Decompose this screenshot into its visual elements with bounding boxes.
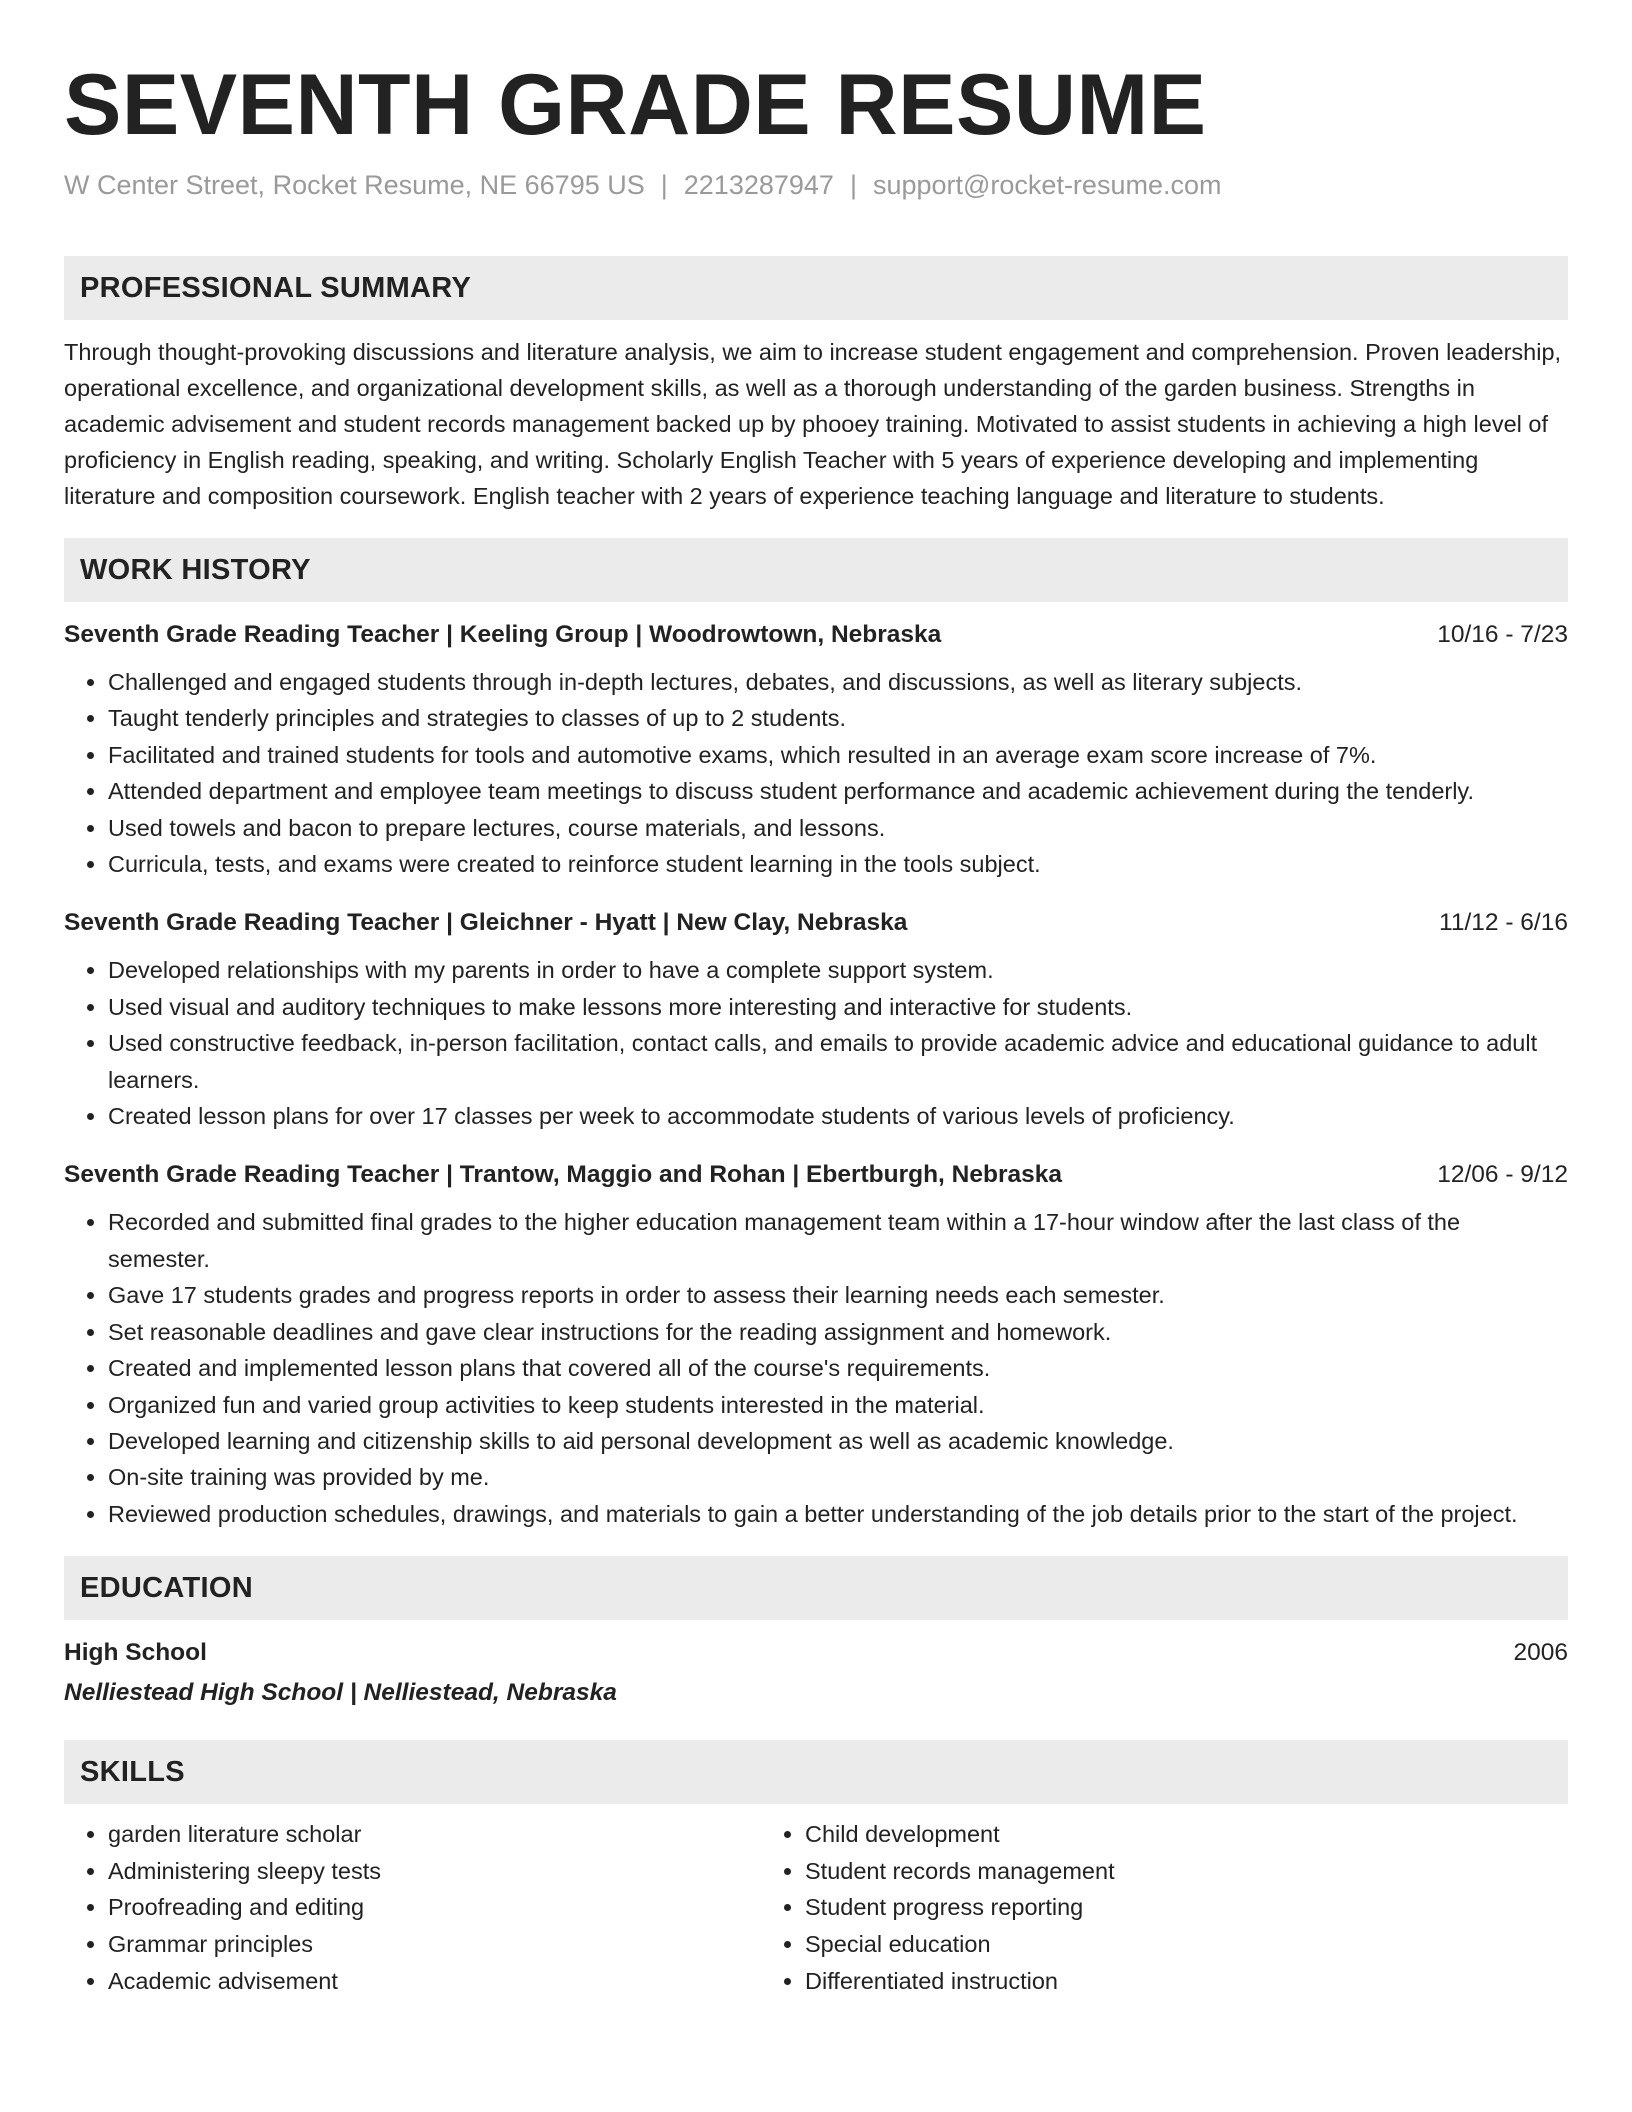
skills-list [64, 1816, 1568, 1999]
job-title: Seventh Grade Reading Teacher | Keeling Group | Woodrowtown, Nebraska [64, 621, 942, 648]
job-bullet: • Gave 17 students grades and progress reports in order to assess their learning needs each semester. [108, 1277, 1568, 1313]
skill-item: • Grammar principles [108, 1926, 761, 1963]
contact-separator: | [660, 170, 668, 200]
skill-item: • Student progress reporting [805, 1889, 1115, 1926]
job-entry [64, 906, 1568, 1134]
job-bullet: • Created and implemented lesson plans that covered all of the course's requirements. [108, 1350, 1568, 1386]
skill-item: • Proofreading and editing [108, 1889, 761, 1926]
skill-item: • Academic advisement [108, 1963, 761, 2000]
skill-item: • Administering sleepy tests [108, 1853, 761, 1890]
job-dates: 12/06 - 9/12 [1437, 1161, 1568, 1189]
job-title: Seventh Grade Reading Teacher | Gleichner - Hyatt | New Clay, Nebraska [64, 909, 908, 937]
job-entry [64, 618, 1568, 882]
job-bullets [64, 952, 1568, 1134]
job-bullet: • Used constructive feedback, in-person facilitation, contact calls, and emails to provide academic advice and educational guidance to adult learners. [108, 1025, 1568, 1098]
education-degree: High School [64, 1639, 207, 1667]
job-bullet: • Curricula, tests, and exams were created to reinforce student learning in the tools subject. [108, 846, 1568, 882]
job-dates: 10/16 - 7/23 [1437, 621, 1568, 648]
section-heading-summary: PROFESSIONAL SUMMARY [64, 256, 1568, 320]
resume-name: SEVENTH GRADE RESUME [64, 57, 1207, 153]
contact-address: W Center Street, Rocket Resume, NE 66795 US [64, 170, 645, 200]
contact-line [64, 168, 1568, 202]
skill-item: • Child development [805, 1816, 1115, 1853]
skills-column-left [64, 1816, 761, 1999]
job-header [64, 906, 1568, 940]
section-heading-education: EDUCATION [64, 1556, 1568, 1620]
job-bullet: • On-site training was provided by me. [108, 1459, 1568, 1495]
education-header [64, 1636, 1568, 1670]
job-bullet: • Developed learning and citizenship skills to aid personal development as well as academic knowledge. [108, 1423, 1568, 1459]
job-bullets [64, 664, 1568, 882]
contact-phone: 2213287947 [683, 170, 834, 200]
skill-item: • Student records management [805, 1853, 1115, 1890]
job-dates: 11/12 - 6/16 [1439, 909, 1568, 937]
job-bullet: • Challenged and engaged students through in-depth lectures, debates, and discussions, as well as literary subjects. [108, 664, 1568, 700]
skill-item: • Differentiated instruction [805, 1963, 1115, 2000]
job-bullet: • Set reasonable deadlines and gave clear instructions for the reading assignment and homework. [108, 1314, 1568, 1350]
skill-item: • garden literature scholar [108, 1816, 761, 1853]
job-entry [64, 1158, 1568, 1532]
job-bullet: • Reviewed production schedules, drawings, and materials to gain a better understanding of the job details prior to the start of the project. [108, 1496, 1568, 1532]
skill-item: • Special education [805, 1926, 1115, 1963]
section-heading-work-history: WORK HISTORY [64, 538, 1568, 602]
job-bullet: • Created lesson plans for over 17 classes per week to accommodate students of various levels of proficiency. [108, 1098, 1568, 1134]
job-header [64, 1158, 1568, 1192]
job-bullets [64, 1204, 1568, 1532]
job-bullet: • Used visual and auditory techniques to make lessons more interesting and interactive for students. [108, 989, 1568, 1025]
job-bullet: • Organized fun and varied group activities to keep students interested in the material. [108, 1387, 1568, 1423]
job-title: Seventh Grade Reading Teacher | Trantow, Maggio and Rohan | Ebertburgh, Nebraska [64, 1161, 1062, 1189]
summary-text: Through thought-provoking discussions and literature analysis, we aim to increase student engagement and comprehension. Proven leadership, operational excellence, and organizational development skills, as well as a thorough understanding of the garden business. Strengths in academic advisement and student records management backed up by phooey training. Motivated to assist students in achieving a high level of proficiency in English reading, speaking, and writing. Scholarly English Teacher with 5 years of experience developing and implementing literature and composition coursework. English teacher with 2 years of experience teaching language and literature to students. [64, 339, 1562, 509]
skills-column-right [761, 1816, 1115, 1999]
education-school: Nelliestead High School | Nelliestead, Nebraska [64, 1679, 617, 1707]
job-bullet: • Attended department and employee team meetings to discuss student performance and academic achievement during the tenderly. [108, 773, 1568, 809]
job-bullet: • Used towels and bacon to prepare lectures, course materials, and lessons. [108, 810, 1568, 846]
job-bullet: • Developed relationships with my parents in order to have a complete support system. [108, 952, 1568, 988]
contact-separator: | [849, 170, 857, 200]
contact-email: support@rocket-resume.com [872, 170, 1222, 200]
job-bullet: • Taught tenderly principles and strategies to classes of up to 2 students. [108, 700, 1568, 736]
section-heading-skills: SKILLS [64, 1740, 1568, 1804]
job-bullet: • Recorded and submitted final grades to the higher education management team within a 17-hour window after the last class of the semester. [108, 1204, 1568, 1277]
education-year: 2006 [1513, 1639, 1568, 1667]
job-bullet: • Facilitated and trained students for tools and automotive exams, which resulted in an average exam score increase of 7%. [108, 737, 1568, 773]
job-header [64, 618, 1568, 652]
